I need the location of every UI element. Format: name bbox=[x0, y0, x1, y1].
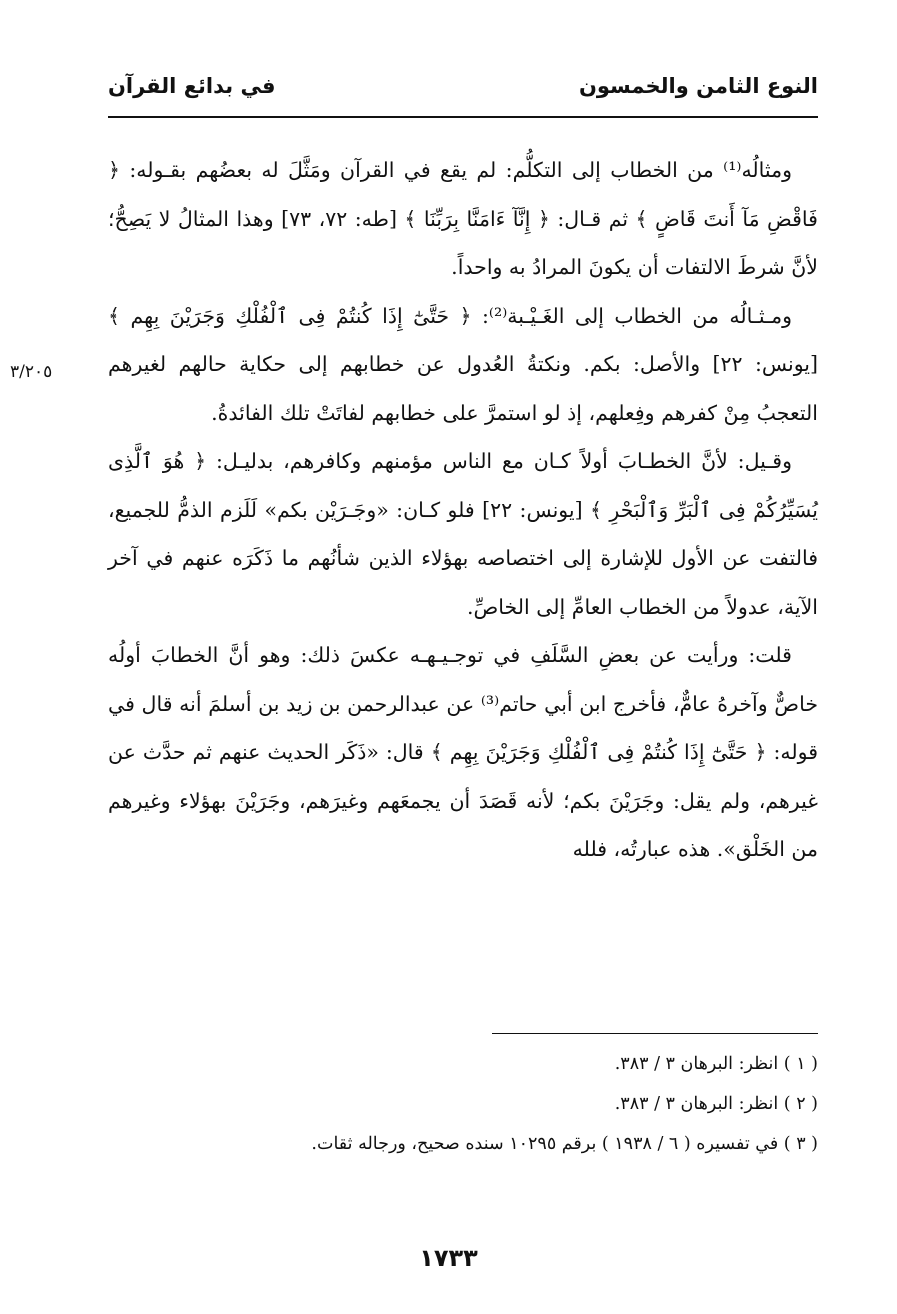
footnote: ( ٢ ) انظر: البرهان ٣ / ٣٨٣. bbox=[614, 1094, 818, 1114]
paragraph: ومثالُه⁽¹⁾ من الخطاب إلى التكلُّم: لم يقع في القرآن ومَثَّلَ له بعضُهم بقـوله: ﴿ فَاقْضِ مَآ أَنتَ قَاضٍ ﴾ ثم قـال: ﴿ إِنَّآ ءَامَنَّا بِرَبِّنَا ﴾ [طه: ٧٢، ٧٣] وهذا المثالُ لا يَصِحُّ؛ لأنَّ شرطَ الالتفات أن يكونَ المرادُ به واحداً. bbox=[108, 158, 818, 279]
paragraph: قلت: ورأيت عن بعضِ السَّلَفِ في توجـيـهـه عكسَ ذلك: وهو أنَّ الخطابَ أولُه خاصٌّ وآخرهُ عامٌّ، فأخرج ابن أبي حاتم⁽³⁾ عن عبدالرحمن بن زيد بن أسلمَ أنه قال في قوله: ﴿ حَتَّىٰٓ إِذَا كُنتُمْ فِى ٱلْفُلْكِ وَجَرَيْنَ بِهِم ﴾ قال: «ذَكَر الحديث عنهم ثم حدَّث عن غيرهم، ولم يقل: وجَرَيْنَ بكم؛ لأنه قَصَدَ أن يجمعَهم وغيرَهم، وجَرَيْنَ بهؤلاء وغيرهم من الخَلْق». هذه عبارتُه، فلله bbox=[108, 643, 818, 861]
page-number: ١٧٣٣ bbox=[419, 1244, 478, 1272]
header-divider bbox=[108, 116, 818, 118]
book-title: في بدائع القرآن bbox=[108, 74, 276, 98]
footnotes bbox=[108, 1044, 818, 1164]
margin-reference: ٣/٢٠٥ bbox=[10, 362, 53, 382]
footnote: ( ١ ) انظر: البرهان ٣ / ٣٨٣. bbox=[614, 1054, 818, 1074]
paragraph: وقـيل: لأنَّ الخطـابَ أولاً كـان مع الناس مؤمنهم وكافرهم، بدليـل: ﴿ هُوَ ٱلَّذِى يُسَيِّرُكُمْ فِى ٱلْبَرِّ وَٱلْبَحْرِ ﴾ [يونس: ٢٢] فلو كـان: «وجَـرَيْن بكم» لَلَزم الذمُّ للجميع، فالتفت عن الأول للإشارة إلى اختصاصه بهؤلاء الذين شأنُهم ما ذَكَرَه عنهم في آخر الآية، عدولاً من الخطاب العامِّ إلى الخاصِّ. bbox=[108, 449, 818, 619]
footnote-divider bbox=[492, 1033, 818, 1034]
chapter-title: النوع الثامن والخمسون bbox=[578, 74, 818, 98]
paragraph: ومـثـالُه من الخطاب إلى الغَـيْـبة⁽²⁾: ﴿ حَتَّىٰٓ إِذَا كُنتُمْ فِى ٱلْفُلْكِ وَجَرَيْنَ بِهِم ﴾ [يونس: ٢٢] والأصل: بكم. ونكتةُ العُدول عن خطابهم إلى حكاية حالهم لغيرهم التعجبُ مِنْ كفرهم وفِعلهم، إذ لو استمرَّ على خطابهم لفاتَتْ تلك الفائدةُ. bbox=[108, 303, 819, 425]
page-header bbox=[108, 60, 818, 108]
main-text bbox=[108, 146, 818, 874]
footnote: ( ٣ ) في تفسيره ( ٦ / ١٩٣٨ ) برقم ١٠٢٩٥ سنده صحيح، ورجاله ثقات. bbox=[311, 1134, 818, 1154]
